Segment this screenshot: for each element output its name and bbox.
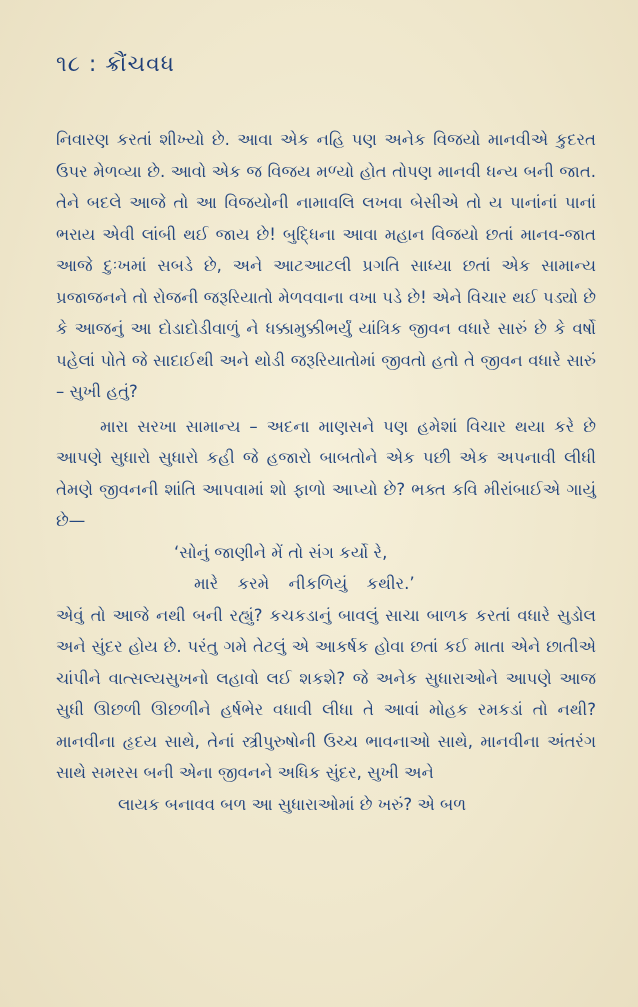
paragraph-continued: નિવારણ કરતાં શીખ્યો છે. આવા એક નહિ પણ અનેક વિજયો માનવીએ કુદરત ઉપર મેળવ્યા છે. આવો એક જ વિજય મળ્યો હોત તોપણ માનવી ધન્ય બની જાત. તેને બદલે આજે તો આ વિજયોની નામાવલિ લખવા બેસીએ તો ય પાનાંનાં પાનાં ભરાય એવી લાંબી થઈ જાય છે! બુદ્ધિના આવા મહાન વિજયો છતાં માનવ-જાત આજે દુઃખમાં સબડે છે, અને આટઆટલી પ્રગતિ સાધ્યા છતાં એક સામાન્ય પ્રજાજનને તો રોજની જરૂરિયાતો મેળવવાના વખા પડે છે! એને વિચાર થઈ પડ્યો છે કે આજનું આ દોડાદોડીવાળું ને ધક્કામુક્કીભર્યું યાંત્રિક જીવન વધારે સારું છે કે વર્ષો પહેલાં પોતે જે સાદાઈથી અને થોડી જરૂરિયાતોમાં જીવતો હતો તે જીવન વધારે સારું – સુખી હતું? [56,130,596,401]
page-body [56,124,596,820]
paragraph-last-line: લાયક બનાવવ બળ આ સુધારાઓમાં છે ખરું? એ બળ [118,794,467,814]
poem-line-2: મારે કરમે નીકળિયું કથીર.’ [194,574,415,593]
page-header: ૧૮ : ક્રૌંચવધ [56,52,175,77]
poem-line-1: ‘સોનું જાણીને મેં તો સંગ કર્યો રે, [174,542,388,562]
paragraph-reflection: મારા સરખા સામાન્ય – અદના માણસને પણ હમેશાં વિચાર થયા કરે છે આપણે સુધારો સુધારો કહી જે હજારો બાબતોને એક પછી એક અપનાવી લીધી તેમણે જીવનની શાંતિ આપવામાં શો ફાળો આપ્યો છે? ભક્ત કવિ મીરાંબાઈએ ગાયું છે— [56,416,596,530]
paragraph-doll: એવું તો આજે નથી બની રહ્યું? કચકડાનું બાવલું સાચા બાળક કરતાં વધારે સુડોલ અને સુંદર હોય છે. પરંતુ ગમે તેટલું એ આકર્ષક હોવા છતાં કઈ માતા એને છાતીએ ચાંપીને વાત્સલ્યસુખનો લહાવો લઈ શકશે? જે અનેક સુધારાઓને આપણે આજ સુધી ઊછળી ઊછળીને હર્ષભેર વધાવી લીધા તે આવાં મોહક રમકડાં તો નથી? માનવીના હૃદય સાથે, તેનાં સ્ત્રીપુરુષોની ઉચ્ચ ભાવનાઓ સાથે, માનવીના અંતરંગ સાથે સમરસ બની એના જીવનને અધિક સુંદર, સુખી અને [56,605,596,782]
